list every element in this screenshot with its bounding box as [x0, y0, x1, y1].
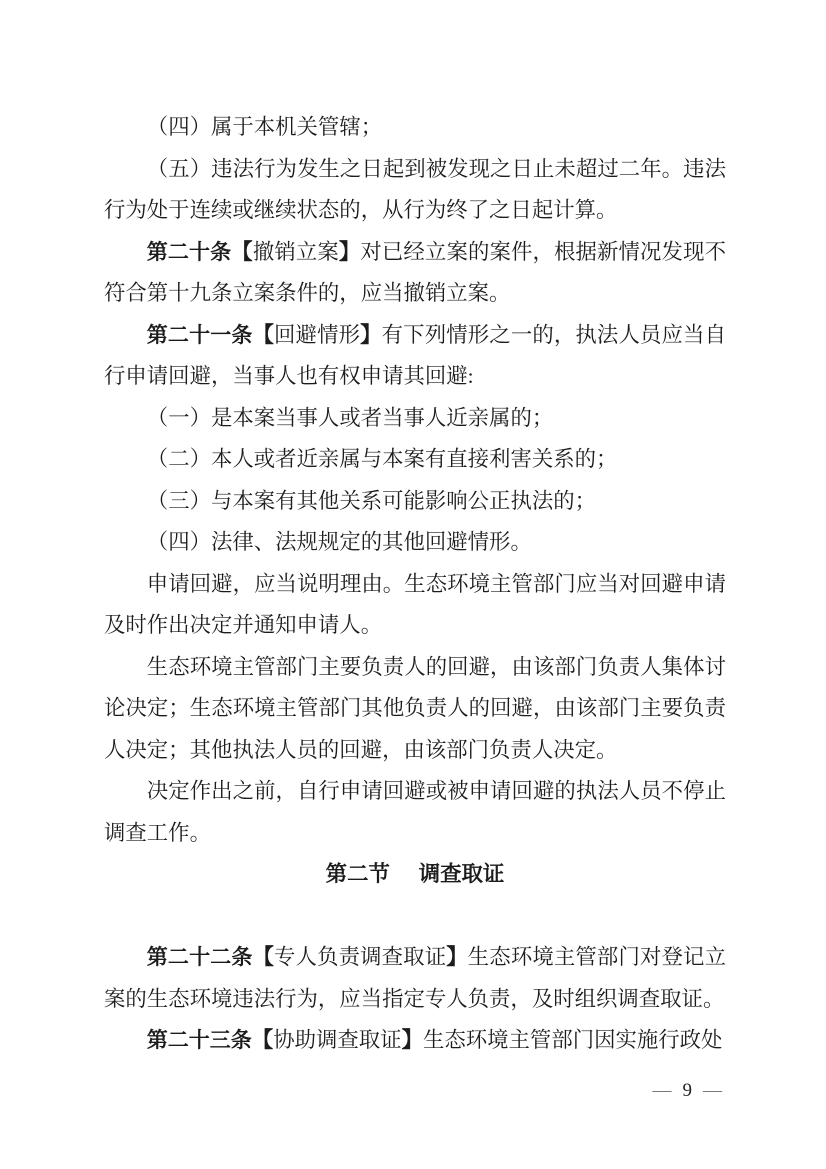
article-text: 生态环境主管部门对登记立案的生态环境违法行为，应当指定专人负责，及时组织调查取证。 [104, 945, 726, 1011]
article-tag: 协助调查取证 [273, 1028, 402, 1052]
article-text: 生态环境主管部门因实施行政处 [422, 1028, 723, 1052]
bracket-close: 】 [401, 1028, 423, 1052]
bracket-close: 】 [338, 239, 361, 264]
article-number: 第二十三条 [146, 1029, 252, 1052]
article-text: 有下列情形之一的，执法人员应当自行申请回避，当事人也有权申请其回避: [104, 322, 726, 388]
article-paragraph [104, 937, 726, 1020]
document-body [104, 107, 726, 1062]
body-paragraph: （四）属于本机关管辖； [146, 115, 383, 139]
footer-dash-right: — [703, 1080, 722, 1101]
bracket-close: 】 [360, 322, 382, 347]
bracket-open: 【 [252, 322, 275, 347]
body-paragraph: （一）是本案当事人或者当事人近亲属的； [146, 405, 554, 430]
bracket-open: 【 [231, 239, 253, 264]
body-paragraph: 生态环境主管部门主要负责人的回避，由该部门负责人集体讨论决定；生态环境主管部门其他负责人的回避，由该部门主要负责人决定；其他执法人员的回避，由该部门负责人决定。 [104, 654, 726, 762]
body-paragraph: （三）与本案有其他关系可能影响公正执法的； [146, 488, 597, 513]
body-paragraph: （二）本人或者近亲属与本案有直接利害关系的； [146, 447, 618, 471]
page-number: 9 [682, 1080, 692, 1101]
article-tag: 专人负责调查取证 [274, 945, 447, 969]
body-paragraph: （五）违法行为发生之日起到被发现之日止未超过二年。违法行为处于连续或继续状态的，从行为终了之日起计算。 [104, 156, 726, 222]
bracket-open: 【 [251, 1028, 274, 1052]
article-tag: 撤销立案 [252, 239, 339, 264]
article-paragraph [104, 232, 726, 315]
article-paragraph [104, 1020, 726, 1062]
article-number: 第二十二条 [146, 946, 253, 969]
article-tag: 回避情形 [274, 322, 361, 347]
body-paragraph: 申请回避，应当说明理由。生态环境主管部门应当对回避申请及时作出决定并通知申请人。 [104, 571, 726, 637]
article-paragraph [104, 315, 726, 398]
section-heading [104, 854, 726, 896]
article-number: 第二十一条 [146, 323, 253, 347]
section-heading-title: 调查取证 [418, 862, 505, 886]
body-paragraph: （四）法律、法规规定的其他回避情形。 [146, 530, 532, 554]
article-text: 对已经立案的案件，根据新情况发现不符合第十九条立案条件的，应当撤销立案。 [104, 239, 726, 305]
section-heading-number: 第二节 [325, 862, 390, 886]
bracket-close: 】 [446, 945, 468, 969]
page-footer [653, 1080, 723, 1102]
body-paragraph: 决定作出之前，自行申请回避或被申请回避的执法人员不停止调查工作。 [104, 779, 726, 845]
bracket-open: 【 [252, 945, 275, 969]
footer-dash-left: — [652, 1080, 672, 1101]
article-number: 第二十条 [146, 240, 232, 264]
